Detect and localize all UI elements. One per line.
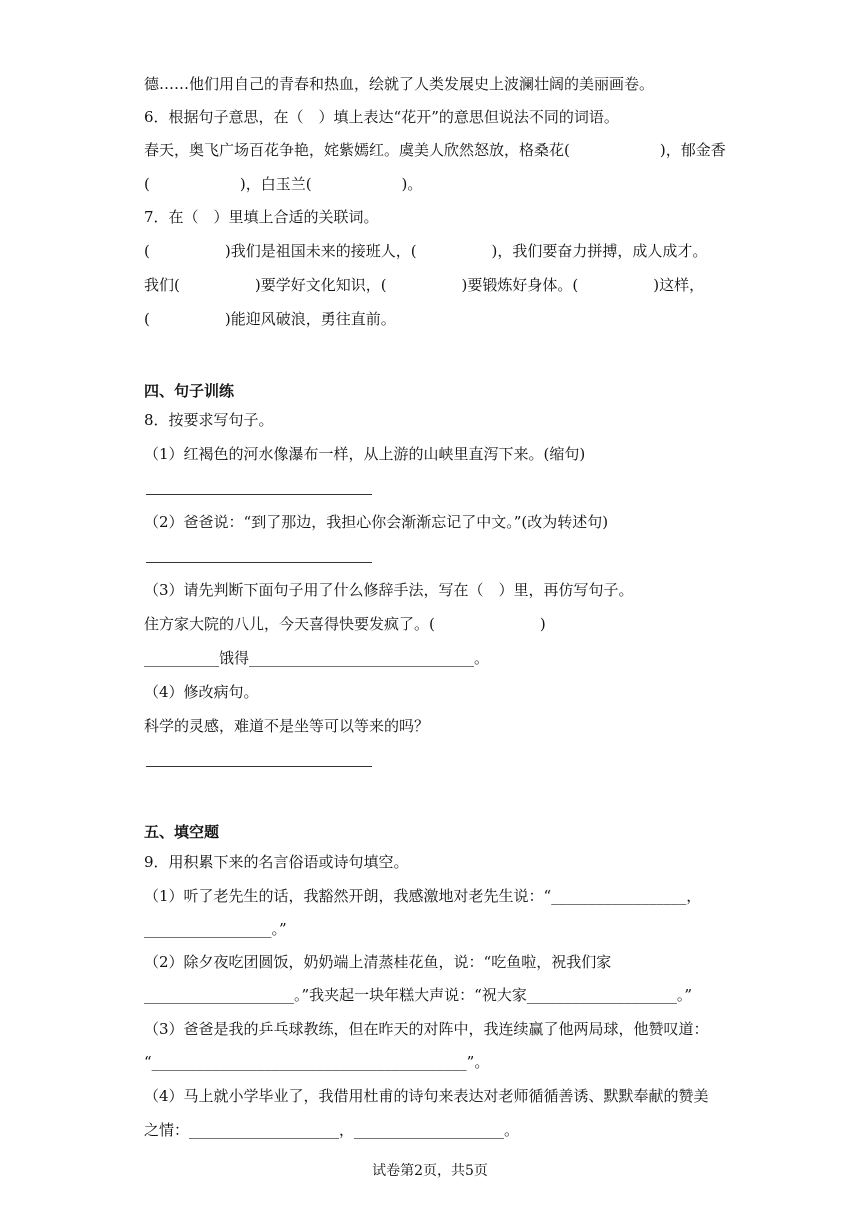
question-8-4: （4）修改病句。: [144, 683, 259, 701]
question-8-1: （1）红褐色的河水像瀑布一样，从上游的山峡里直泻下来。(缩句): [144, 445, 586, 463]
answer-line: [146, 562, 372, 563]
question-9-4-cont: 之情：____________________，____________________。: [144, 1121, 520, 1139]
question-7: 7．在（ ）里填上合适的关联词。: [144, 208, 379, 226]
question-6-text-cont: ( )，白玉兰( )。: [144, 175, 423, 193]
question-8-3: （3）请先判断下面句子用了什么修辞手法，写在（ ）里，再仿写句子。: [144, 581, 634, 599]
paragraph-continuation: 德……他们用自己的青春和热血，绘就了人类发展史上波澜壮阔的美丽画卷。: [144, 75, 655, 93]
answer-line: [146, 766, 372, 767]
question-8-2: （2）爸爸说：“到了那边，我担心你会渐渐忘记了中文。”(改为转述句): [144, 513, 609, 531]
question-8-3-sentence: 住方家大院的八儿，今天喜得快要发疯了。( ): [144, 615, 546, 633]
question-9-1: （1）听了老先生的话，我豁然开朗，我感激地对老先生说：“__________________，: [144, 887, 702, 905]
question-7-line-2: 我们( )要学好文化知识，( )要锻炼好身体。( )这样，: [144, 276, 705, 294]
question-6-text: 春天，奥飞广场百花争艳，姹紫嫣红。虞美人欣然怒放，格桑花( )，郁金香: [144, 141, 726, 159]
question-9-1-cont: _________________。”: [144, 920, 287, 938]
question-8-3-imitation: __________饿得______________________________。: [144, 649, 490, 667]
section-5-heading: 五、填空题: [144, 823, 220, 841]
question-9-4: （4）马上就小学毕业了，我借用杜甫的诗句来表达对老师循循善诱、默默奉献的赞美: [144, 1087, 709, 1105]
question-9-3-cont: “__________________________________________”。: [144, 1053, 490, 1071]
question-9-2: （2）除夕夜吃团圆饭，奶奶端上清蒸桂花鱼，说：“吃鱼啦，祝我们家: [144, 953, 612, 971]
question-9-3: （3）爸爸是我的乒乓球教练，但在昨天的对阵中，我连续赢了他两局球，他赞叹道：: [144, 1020, 709, 1038]
question-6: 6．根据句子意思，在（ ）填上表达“花开”的意思但说法不同的词语。: [144, 108, 619, 126]
section-4-heading: 四、句子训练: [144, 382, 235, 400]
question-9-2-cont: ____________________。”我夹起一块年糕大声说：“祝大家____________________。”: [144, 986, 693, 1004]
question-8-4-sentence: 科学的灵感，难道不是坐等可以等来的吗？: [144, 717, 430, 735]
question-7-line-3: ( )能迎风破浪，勇往直前。: [144, 310, 396, 328]
question-7-line-1: ( )我们是祖国未来的接班人，( )，我们要奋力拼搏，成人成才。: [144, 242, 708, 260]
page-footer: 试卷第2页，共5页: [372, 1163, 488, 1179]
question-9: 9．用积累下来的名言俗语或诗句填空。: [144, 853, 409, 871]
answer-line: [146, 494, 372, 495]
question-8: 8．按要求写句子。: [144, 411, 274, 429]
